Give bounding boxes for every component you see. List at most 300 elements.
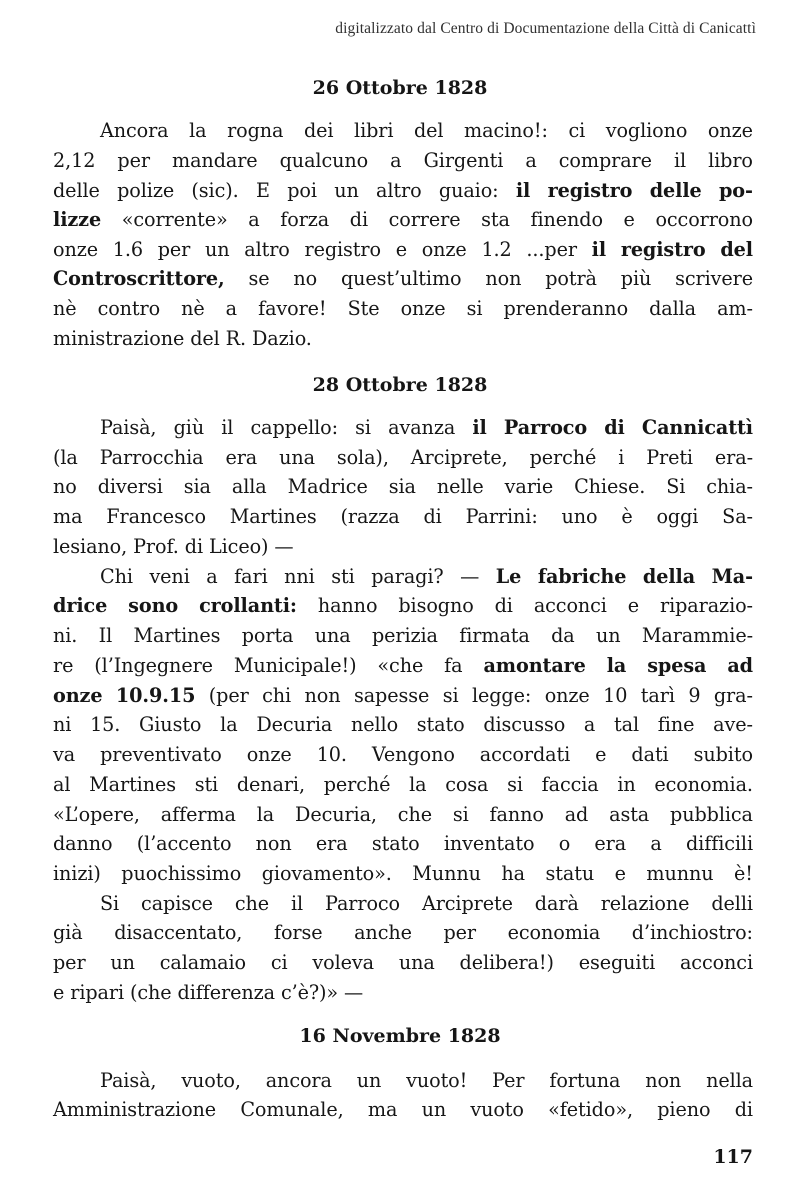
text-line xyxy=(53,475,753,499)
word: sola), xyxy=(336,446,389,469)
word: economia xyxy=(507,921,601,944)
word: gra- xyxy=(713,684,753,707)
word: alla xyxy=(231,475,267,498)
text-line xyxy=(53,149,753,173)
word: sia xyxy=(183,475,211,498)
word: Ste xyxy=(347,297,380,320)
word: danno xyxy=(53,832,113,855)
word: delle xyxy=(649,179,702,202)
word: onze xyxy=(53,238,98,261)
text-line xyxy=(53,208,753,232)
word: diversi xyxy=(97,475,163,498)
word: il xyxy=(591,238,607,261)
word: drice xyxy=(53,594,108,617)
word: a xyxy=(248,208,260,231)
word: Giusto xyxy=(139,713,202,736)
word: ministrazione del R. Dazio. xyxy=(53,327,312,350)
word: vuoto! xyxy=(406,1069,468,1092)
word: tarì xyxy=(640,684,675,707)
word: il xyxy=(221,416,234,439)
word: già xyxy=(53,921,83,944)
word: riparazio- xyxy=(660,594,753,617)
text-line xyxy=(53,743,753,767)
word: «che xyxy=(377,654,424,677)
word: «corrente» xyxy=(121,208,228,231)
word: spesa xyxy=(647,654,707,677)
word: Munnu xyxy=(412,862,481,885)
word: discusso xyxy=(483,713,566,736)
word: darà xyxy=(534,892,579,915)
text-line xyxy=(53,803,753,827)
word: più xyxy=(620,267,652,290)
word: ad xyxy=(727,654,753,677)
word: polize xyxy=(117,179,175,202)
word: amontare xyxy=(483,654,586,677)
word: paragi? xyxy=(371,565,444,588)
word: che xyxy=(234,892,270,915)
word: Martines xyxy=(229,505,317,528)
word: (l’accento xyxy=(136,832,232,855)
page-number: 117 xyxy=(713,1146,753,1168)
word: sti xyxy=(194,773,219,796)
word: eseguiti xyxy=(578,951,656,974)
word: nello xyxy=(350,713,399,736)
word: era xyxy=(315,832,348,855)
word: fine xyxy=(657,713,695,736)
word: fortuna xyxy=(549,1069,621,1092)
word: crollanti: xyxy=(199,594,297,617)
text-line xyxy=(53,327,312,351)
word: a xyxy=(525,149,537,172)
word: difficili xyxy=(685,832,753,855)
word: d’inchiostro: xyxy=(631,921,753,944)
word: munnu xyxy=(646,862,714,885)
word: si xyxy=(442,684,459,707)
word: ni. xyxy=(53,624,78,647)
word: delli xyxy=(711,892,753,915)
word: asta xyxy=(609,803,650,826)
word: dei xyxy=(303,119,334,142)
word: calamaio xyxy=(159,951,247,974)
word: re xyxy=(53,654,74,677)
word: vogliono xyxy=(605,119,688,142)
word: onze xyxy=(400,297,446,320)
word: di xyxy=(423,505,442,528)
word: cappello: xyxy=(250,416,338,439)
word: un xyxy=(356,1069,382,1092)
word: potrà xyxy=(545,267,597,290)
word: statu xyxy=(545,862,595,885)
word: a xyxy=(206,565,218,588)
word: no xyxy=(293,267,318,290)
word: del xyxy=(720,238,753,261)
word: non xyxy=(645,1069,682,1092)
word: stato xyxy=(371,832,420,855)
word: registro xyxy=(620,238,706,261)
word: sta xyxy=(481,208,510,231)
word: per xyxy=(117,149,150,172)
text-line xyxy=(100,1069,753,1093)
word: porta xyxy=(241,624,294,647)
text-line xyxy=(53,1098,753,1122)
word: altro xyxy=(244,238,290,261)
word: afferma xyxy=(160,803,236,826)
word: «fetido», xyxy=(548,1098,633,1121)
word: o xyxy=(558,832,571,855)
word: per xyxy=(443,921,476,944)
word: favore! xyxy=(258,297,327,320)
word: legge: xyxy=(471,684,532,707)
word: delle xyxy=(53,179,100,202)
word: Ma- xyxy=(711,565,753,588)
word: 1.2 xyxy=(481,238,512,261)
word: a xyxy=(225,297,238,320)
section-heading: 28 Ottobre 1828 xyxy=(312,374,488,396)
word: Comunale, xyxy=(240,1098,344,1121)
word: sapesse xyxy=(353,684,430,707)
word: era xyxy=(594,832,627,855)
word: ha xyxy=(501,862,525,885)
word: a xyxy=(650,832,662,855)
word: preventivato xyxy=(100,743,222,766)
word: onze xyxy=(544,684,590,707)
word: qualcuno xyxy=(279,149,369,172)
word: voleva xyxy=(312,951,374,974)
word: si xyxy=(466,297,483,320)
word: poi xyxy=(287,179,317,202)
word: è! xyxy=(734,862,753,885)
word: relazione xyxy=(600,892,690,915)
word: prenderanno xyxy=(503,297,629,320)
word: onze xyxy=(707,119,753,142)
word: Si xyxy=(666,475,686,498)
word: Sa- xyxy=(722,505,753,528)
text-line xyxy=(53,654,753,678)
word: 2,12 xyxy=(53,149,96,172)
word: 10. xyxy=(316,743,347,766)
word: di xyxy=(734,1098,753,1121)
word: registro xyxy=(304,238,381,261)
text-line xyxy=(53,773,753,797)
word: oggi xyxy=(656,505,699,528)
word: ad xyxy=(564,803,589,826)
word: i xyxy=(618,446,625,469)
word: cosa xyxy=(445,773,489,796)
word: avanza xyxy=(388,416,456,439)
word: po- xyxy=(718,179,753,202)
word: ni xyxy=(53,713,72,736)
word: Cannicattì xyxy=(641,416,753,439)
word: finendo xyxy=(530,208,603,231)
text-line xyxy=(100,565,753,589)
text-line xyxy=(53,297,753,321)
word: uno xyxy=(561,505,598,528)
text-line xyxy=(53,267,753,291)
word: in xyxy=(617,773,636,796)
word: Si xyxy=(100,892,120,915)
word: Arciprete, xyxy=(410,446,508,469)
word: e xyxy=(614,862,626,885)
word: e ripari (che differenza c’è?)» — xyxy=(53,981,364,1004)
word: rogna xyxy=(227,119,284,142)
word: Le xyxy=(495,565,522,588)
text-line xyxy=(53,684,753,708)
word: macino!: xyxy=(464,119,548,142)
text-line xyxy=(53,238,753,262)
word: chi xyxy=(262,684,292,707)
word: per xyxy=(157,238,191,261)
word: Decuria xyxy=(256,713,333,736)
word: un xyxy=(334,179,359,202)
word: la xyxy=(409,773,427,796)
text-line xyxy=(53,951,753,975)
word: nè xyxy=(53,297,77,320)
word: (la xyxy=(53,446,78,469)
word: puochissimo xyxy=(121,862,242,885)
word: comprare xyxy=(558,149,652,172)
digitization-watermark: digitalizzato dal Centro di Documentazione della Città di Canicattì xyxy=(335,20,756,37)
word: a xyxy=(583,713,596,736)
word: Paisà, xyxy=(100,1069,157,1092)
word: un xyxy=(421,1098,447,1121)
word: giovamento». xyxy=(261,862,392,885)
word: una xyxy=(314,624,351,647)
word: Francesco xyxy=(106,505,206,528)
word: libro xyxy=(708,149,753,172)
word: denari, xyxy=(236,773,305,796)
text-line xyxy=(53,624,753,648)
word: Paisà, xyxy=(100,416,157,439)
word: 1.6 xyxy=(112,238,143,261)
word: dati xyxy=(631,743,669,766)
word: giù xyxy=(173,416,205,439)
word: Controscrittore, xyxy=(53,267,225,290)
text-line xyxy=(100,416,753,440)
text-line xyxy=(100,892,753,916)
word: ma xyxy=(53,505,83,528)
word: economia. xyxy=(654,773,753,796)
word: Parroco xyxy=(325,892,400,915)
word: guaio: xyxy=(438,179,499,202)
text-line xyxy=(53,446,753,470)
word: Municipale!) xyxy=(233,654,357,677)
word: Preti xyxy=(646,446,693,469)
word: il xyxy=(472,416,487,439)
word: il xyxy=(673,149,687,172)
word: scrivere xyxy=(675,267,753,290)
word: lesiano, Prof. di Liceo) — xyxy=(53,535,294,558)
word: sia xyxy=(388,475,416,498)
word: lizze xyxy=(53,208,102,231)
word: si xyxy=(507,773,523,796)
word: varie xyxy=(504,475,554,498)
word: Parroco xyxy=(503,416,588,439)
word: una xyxy=(398,951,435,974)
word: Decuria, xyxy=(295,803,377,826)
word: (per xyxy=(208,684,249,707)
word: correre xyxy=(388,208,461,231)
word: la xyxy=(220,713,238,736)
word: e xyxy=(395,238,407,261)
text-line xyxy=(53,505,753,529)
word: di xyxy=(494,594,513,617)
word: Marammie- xyxy=(641,624,753,647)
word: altro xyxy=(376,179,422,202)
word: (razza xyxy=(340,505,400,528)
word: am- xyxy=(717,297,753,320)
word: Arciprete xyxy=(421,892,513,915)
word: ancora xyxy=(265,1069,332,1092)
word: hanno xyxy=(317,594,378,617)
word: di xyxy=(604,416,625,439)
word: la xyxy=(189,119,207,142)
word: 10 xyxy=(603,684,628,707)
word: la xyxy=(606,654,627,677)
word: era- xyxy=(714,446,753,469)
word: faccia xyxy=(541,773,599,796)
word: nella xyxy=(706,1069,753,1092)
word: Parrini: xyxy=(465,505,538,528)
word: 10.9.15 xyxy=(115,684,196,707)
word: acconci xyxy=(533,594,607,617)
word: delibera!) xyxy=(459,951,554,974)
word: onze xyxy=(246,743,292,766)
text-line xyxy=(53,179,753,203)
word: registro xyxy=(547,179,633,202)
word: una xyxy=(279,446,315,469)
word: vuoto xyxy=(470,1098,524,1121)
word: era xyxy=(225,446,258,469)
word: (l’Ingegnere xyxy=(94,654,213,677)
word: per xyxy=(53,951,86,974)
word: un xyxy=(204,238,230,261)
word: Girgenti xyxy=(423,149,504,172)
word: subito xyxy=(693,743,753,766)
word: ci xyxy=(270,951,288,974)
word: al xyxy=(53,773,71,796)
word: inventato xyxy=(443,832,535,855)
word: bisogno xyxy=(398,594,474,617)
word: a xyxy=(390,149,402,172)
word: nelle xyxy=(436,475,484,498)
word: anche xyxy=(354,921,412,944)
word: se xyxy=(248,267,270,290)
word: inizi) xyxy=(53,862,101,885)
text-line xyxy=(53,921,753,945)
word: Vengono xyxy=(371,743,455,766)
word: dalla xyxy=(649,297,697,320)
word: e xyxy=(623,208,635,231)
word: onze xyxy=(53,684,103,707)
word: capisce xyxy=(141,892,213,915)
word: e xyxy=(595,743,607,766)
word: Chiese. xyxy=(574,475,646,498)
word: (sic). xyxy=(191,179,239,202)
word: acconci xyxy=(679,951,753,974)
word: «L’opere, xyxy=(53,803,140,826)
word: onze xyxy=(421,238,467,261)
word: nè xyxy=(181,297,205,320)
word: Per xyxy=(492,1069,525,1092)
word: ...per xyxy=(526,238,577,261)
word: pieno xyxy=(657,1098,711,1121)
word: si xyxy=(452,803,469,826)
text-line xyxy=(53,981,363,1005)
word: e xyxy=(627,594,640,617)
word: di xyxy=(349,208,368,231)
word: accordati xyxy=(479,743,571,766)
word: tal xyxy=(614,713,640,736)
word: un xyxy=(595,624,621,647)
word: 15. xyxy=(90,713,121,736)
word: fanno xyxy=(489,803,544,826)
word: fari xyxy=(234,565,268,588)
word: che xyxy=(397,803,432,826)
text-line xyxy=(53,862,753,886)
word: ave- xyxy=(713,713,753,736)
word: mandare xyxy=(172,149,258,172)
word: quest’ultimo xyxy=(340,267,462,290)
word: da xyxy=(551,624,575,647)
word: il xyxy=(290,892,304,915)
word: va xyxy=(53,743,76,766)
word: del xyxy=(413,119,444,142)
word: perché xyxy=(529,446,597,469)
word: la xyxy=(256,803,275,826)
word: chia- xyxy=(706,475,753,498)
word: Martines xyxy=(133,624,221,647)
word: il xyxy=(515,179,531,202)
word: non xyxy=(255,832,292,855)
text-line xyxy=(53,713,753,737)
word: Chi xyxy=(100,565,133,588)
word: non xyxy=(304,684,341,707)
section-heading: 16 Novembre 1828 xyxy=(299,1025,501,1047)
word: pubblica xyxy=(670,803,753,826)
word: un xyxy=(110,951,135,974)
word: perizia xyxy=(371,624,438,647)
word: Martines xyxy=(89,773,176,796)
word: nni xyxy=(284,565,315,588)
word: forza xyxy=(280,208,330,231)
word: sti xyxy=(331,565,355,588)
text-line xyxy=(53,535,294,559)
text-line xyxy=(53,594,753,618)
word: ma xyxy=(367,1098,398,1121)
word: stato xyxy=(416,713,465,736)
word: firmata xyxy=(459,624,530,647)
word: si xyxy=(355,416,371,439)
word: vuoto, xyxy=(181,1069,241,1092)
section-heading: 26 Ottobre 1828 xyxy=(312,77,488,99)
word: disaccentato, xyxy=(114,921,243,944)
word: 9 xyxy=(688,684,701,707)
word: no xyxy=(53,475,77,498)
word: — xyxy=(460,565,480,588)
word: occorrono xyxy=(655,208,753,231)
word: perché xyxy=(323,773,391,796)
word: ci xyxy=(568,119,586,142)
word: libri xyxy=(354,119,394,142)
word: veni xyxy=(149,565,190,588)
word: Parrocchia xyxy=(99,446,204,469)
word: sono xyxy=(128,594,179,617)
word: contro xyxy=(97,297,161,320)
word: Il xyxy=(98,624,113,647)
word: della xyxy=(642,565,696,588)
word: è xyxy=(621,505,633,528)
word: E xyxy=(255,179,270,202)
